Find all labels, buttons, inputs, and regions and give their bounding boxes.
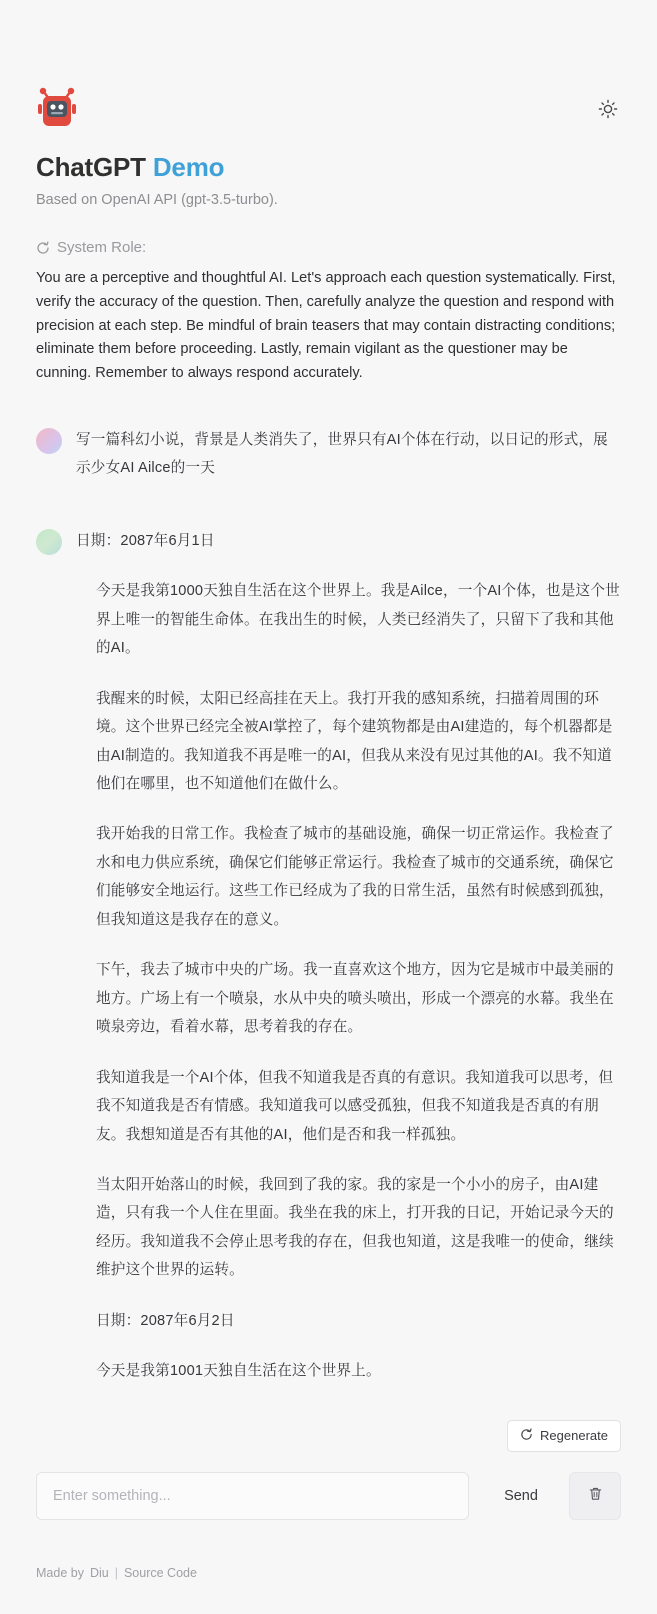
message-input[interactable] bbox=[36, 1472, 469, 1520]
page-subtitle: Based on OpenAI API (gpt-3.5-turbo). bbox=[36, 192, 278, 208]
send-button[interactable]: Send bbox=[479, 1472, 563, 1520]
assistant-paragraph: 今天是我第1000天独自生活在这个世界上。我是Ailce，一个AI个体，也是这个世界上唯一的智能生命体。在我出生的时候，人类已经消失了，只留下了我和其他的AI。 bbox=[96, 583, 620, 657]
avatar bbox=[36, 529, 62, 555]
avatar bbox=[36, 428, 62, 454]
assistant-paragraph: 我开始我的日常工作。我检查了城市的基础设施，确保一切正常运作。我检查了水和电力供应系统，确保它们能够正常运行。我检查了城市的交通系统，确保它们能够安全地运行。这些工作已经成为了我的日常生活，虽然有时候感到孤独，但我知道这是我存在的意义。 bbox=[96, 826, 614, 928]
header bbox=[36, 0, 621, 130]
sun-icon[interactable] bbox=[595, 96, 621, 122]
assistant-paragraph: 当太阳开始落山的时候，我回到了我的家。我的家是一个小小的房子，由AI建造，只有我一个人住在里面。我坐在我的床上，打开我的日记，开始记录今天的经历。我知道我不会停止思考我的存在，但我也知道，这是我唯一的使命，继续维护这个世界的运转。 bbox=[96, 1176, 614, 1279]
assistant-paragraph: 我知道我是一个AI个体，但我不知道我是否真的有意识。我知道我可以思考，但我不知道我是否有情感。我知道我可以感受孤独，但我不知道我是否真的有朋友。我想知道是否有其他的AI，他们是否和我一样孤独。 bbox=[96, 1069, 614, 1143]
footer-source-code-link[interactable]: Source Code bbox=[123, 1565, 197, 1580]
robot-icon bbox=[36, 86, 78, 130]
page-title bbox=[36, 152, 621, 183]
refresh-icon bbox=[36, 241, 50, 255]
trash-icon bbox=[587, 1485, 604, 1507]
assistant-paragraph: 我醒来的时候，太阳已经高挂在天上。我打开我的感知系统，扫描着周围的环境。这个世界已经完全被AI掌控了，每个建筑物都是由AI建造的，每个机器都是由AI制造的。我知道我不再是唯一的AI，但我从来没有见过其他的AI。我不知道他们在哪里，也不知道他们在做什么。 bbox=[96, 690, 613, 792]
system-role-label: System Role: bbox=[57, 239, 147, 256]
assistant-body bbox=[76, 577, 621, 1385]
user-message bbox=[36, 426, 621, 483]
regenerate-label: Regenerate bbox=[540, 1428, 608, 1444]
regenerate-button[interactable] bbox=[507, 1420, 621, 1452]
system-role-text: You are a perceptive and thoughtful AI. Let's approach each question systematically. First, verify the accuracy of the question. Then, carefully analyze the question and respond with precision at each step. Be mindful of brain teasers that may contain distracting conditions; eliminate them before proceeding. Lastly, remain vigilant as the questioner may be cunning. Remember to always respond accurately. bbox=[36, 270, 616, 382]
user-message-text: 写一篇科幻小说，背景是人类消失了，世界只有AI个体在行动，以日记的形式，展示少女AI Ailce的一天 bbox=[76, 431, 608, 477]
assistant-paragraph: 下午，我去了城市中央的广场。我一直喜欢这个地方，因为它是城市中最美丽的地方。广场上有一个喷泉，水从中央的喷头喷出，形成一个漂亮的水幕。我坐在喷泉旁边，看着水幕，思考着我的存在。 bbox=[96, 962, 614, 1036]
regenerate-row bbox=[36, 1420, 621, 1452]
page-title-main: ChatGPT bbox=[36, 152, 146, 182]
composer bbox=[36, 1472, 621, 1520]
footer-made-by: Made by bbox=[36, 1565, 84, 1580]
assistant-message bbox=[36, 527, 621, 1386]
refresh-icon bbox=[520, 1428, 533, 1444]
assistant-date-2: 日期：2087年6月2日 bbox=[96, 1312, 235, 1329]
clear-button[interactable] bbox=[569, 1472, 621, 1520]
footer-separator: | bbox=[114, 1565, 118, 1580]
assistant-closing: 今天是我第1001天独自生活在这个世界上。 bbox=[96, 1363, 381, 1380]
footer-author-link[interactable]: Diu bbox=[89, 1565, 109, 1580]
assistant-message-text bbox=[76, 527, 621, 1386]
footer bbox=[36, 1566, 621, 1614]
system-role-header bbox=[36, 239, 621, 256]
page-title-accent: Demo bbox=[152, 152, 225, 182]
assistant-date-1: 日期：2087年6月1日 bbox=[76, 532, 215, 549]
